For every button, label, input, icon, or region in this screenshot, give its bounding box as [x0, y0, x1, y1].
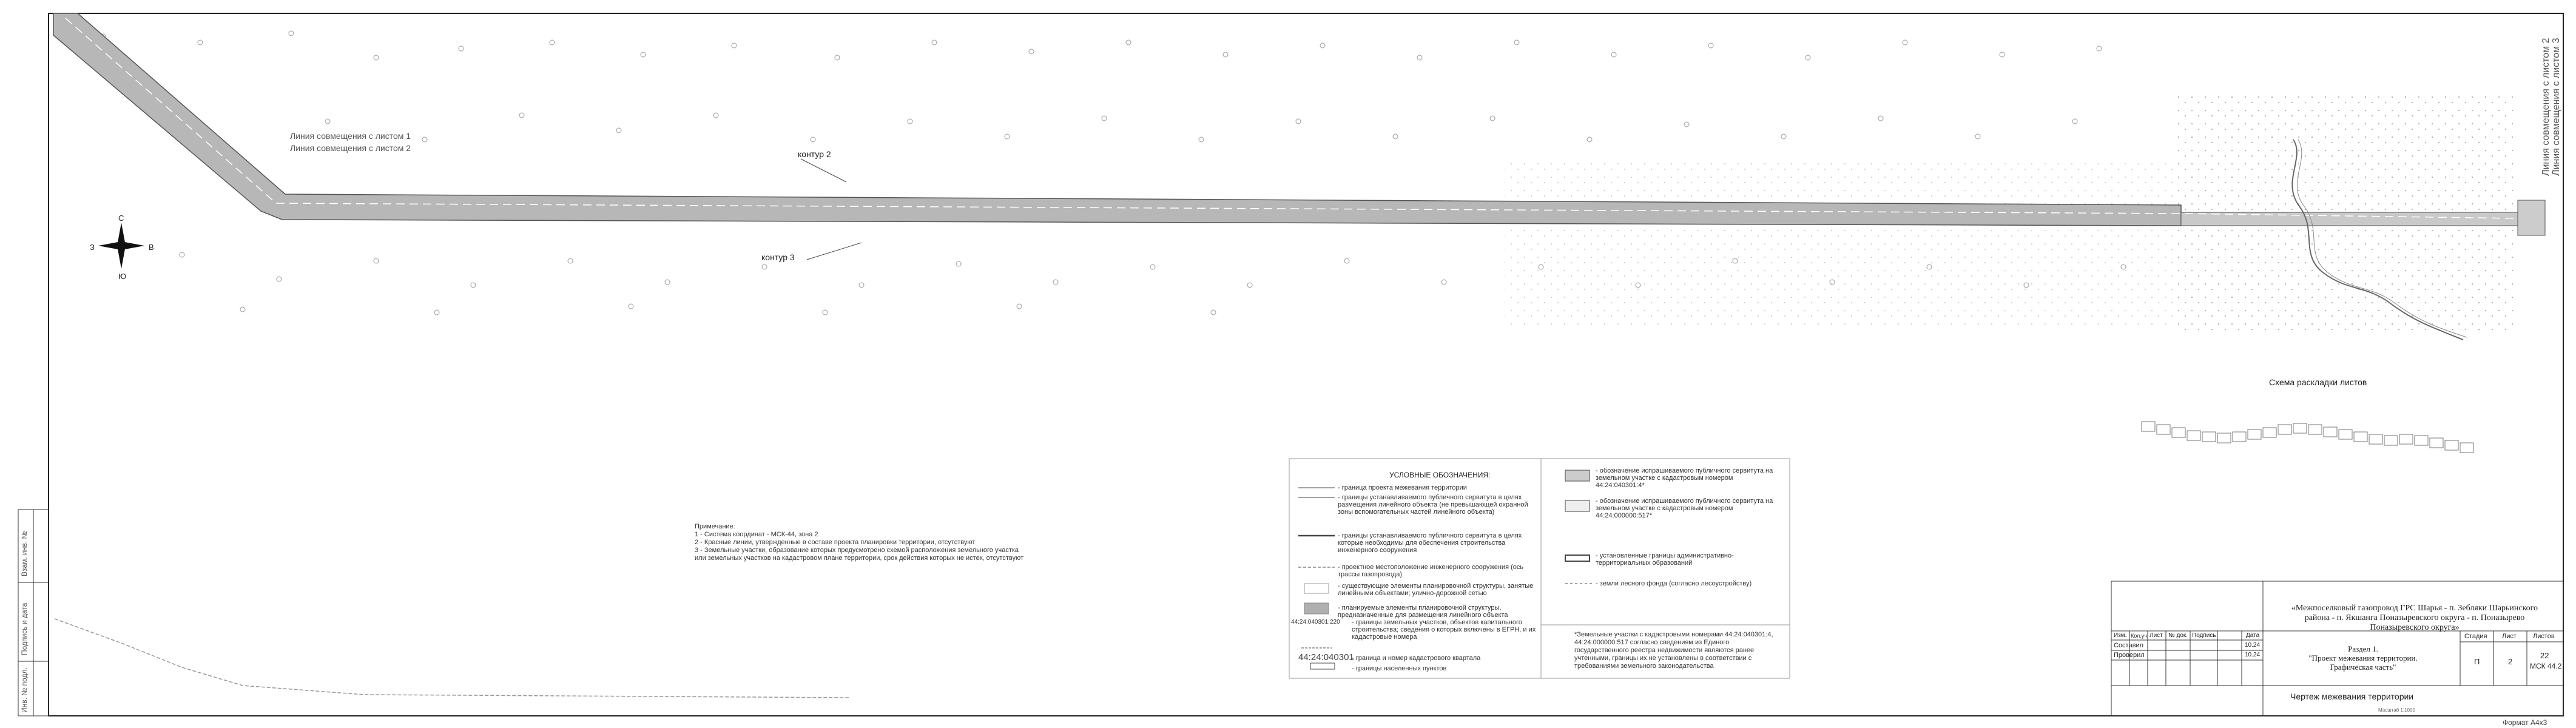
- legend-item-5: - существующие элементы планировочной структуры, занятые линейными объектами; улично-дорожной сетью: [1338, 582, 1534, 597]
- msk-val: МСК 44.2: [2530, 662, 2562, 670]
- legend-item-7: - границы земельных участков, объектов капитального строительства; сведения о которых включены в ЕГРН, и их кадастровые номера: [1352, 619, 1536, 641]
- legend-item-3: - границы устанавливаемого публичного сервитута в целях которые необходимы для обеспечения строительства инженерного сооружения: [1338, 532, 1522, 554]
- sheets-val: 22: [2540, 651, 2549, 660]
- stamp-vzam: Взам. инв. №: [20, 531, 29, 576]
- stamp-podpis: Подпись и дата: [20, 602, 29, 655]
- scale-text: Масштаб 1:1000: [2378, 707, 2415, 713]
- sheet-hdr: Лист: [2502, 633, 2517, 640]
- legend-item-6: - планируемые элементы планировочной структуры, предназначенные для размещения линейного объекта: [1338, 604, 1508, 619]
- compass-w: З: [90, 243, 95, 252]
- north-arrow-icon: [98, 223, 144, 269]
- legend-title: УСЛОВНЫЕ ОБОЗНАЧЕНИЯ:: [1389, 471, 1491, 479]
- section-3: Графическая часть": [2330, 662, 2396, 672]
- legend-cad-quarter: 44:24:040301: [1298, 652, 1354, 662]
- sheet-val: 2: [2508, 657, 2513, 666]
- combine-line-2: Линия совмещения с листом 2: [290, 143, 411, 153]
- section-text: [2266, 644, 2460, 672]
- footnote-line-5: требованиями земельного законодательства: [1574, 662, 1714, 670]
- project-title: [2272, 604, 2557, 633]
- legend-cad-number: 44:24:040301:220: [1291, 619, 1340, 625]
- project-title-2: района - п. Якшанга Поназыревского округа - п. Поназырево: [2304, 613, 2525, 622]
- contour-3-label: контур 3: [761, 252, 795, 262]
- project-title-1: «Межпоселковый газопровод ГРС Шарья - п. Зебляки Шарьинского: [2291, 604, 2538, 613]
- preview-pipeline: [55, 619, 849, 698]
- hdr-list: Лист: [2149, 632, 2163, 639]
- section-2: "Проект межевания территории.: [2308, 653, 2418, 662]
- hdr-data: Дата: [2246, 632, 2260, 639]
- sheet-scheme: [2142, 422, 2473, 453]
- notes-line-1: 1 - Система координат - МСК-44, зона 2: [695, 531, 818, 538]
- notes-line-4: или земельных участков на кадастровом плане территории, срок действия которых не истек, отсутствуют: [695, 554, 1024, 562]
- stage-val: П: [2474, 657, 2480, 666]
- footnote-line-1: *Земельные участки с кадастровыми номерами 44:24:040301:4,: [1574, 631, 1773, 638]
- legend-item-8: - граница и номер кадастрового квартала: [1352, 655, 1481, 662]
- contour-3-leader: [807, 243, 861, 260]
- legend-item-2: - границы устанавливаемого публичного сервитута в целях размещения линейного объекта (не превышающей охранной зоны вспомогательных частей линейного объекта): [1338, 494, 1528, 516]
- notes-line-2: 2 - Красные линии, утвержденные в составе проекта планировки территории, отсутствуют: [695, 539, 976, 546]
- combine-line-right-1: Линия совмещения с листом 2: [2541, 38, 2551, 176]
- date-2: 10.24: [2245, 652, 2261, 658]
- format-label: Формат А4х3: [2503, 718, 2547, 727]
- notes: [695, 523, 1023, 562]
- combine-line-right-2: Линия совмещения с листом 3: [2551, 38, 2561, 176]
- section-1: Раздел 1.: [2348, 644, 2378, 653]
- legend-item-9: - границы населенных пунктов: [1352, 665, 1447, 672]
- legend-footnote: [1574, 631, 1773, 670]
- hdr-kol: Кол.уч.: [2131, 633, 2149, 639]
- combine-line-1: Линия совмещения с листом 1: [290, 131, 411, 141]
- scheme-title: Схема раскладки листов: [2269, 377, 2367, 387]
- compass-e: В: [149, 243, 154, 252]
- right-end-block: [2518, 200, 2545, 235]
- notes-line-3: 3 - Земельные участки, образование которых предусмотрено схемой расположения земельного участка: [695, 547, 1019, 554]
- project-title-3: Поназыревского округа»: [2370, 623, 2460, 632]
- legend-right-3: - установленные границы административно-территориальных образований: [1596, 552, 1734, 567]
- forest-area-2: [1505, 158, 2178, 328]
- legend-right-2: - обозначение испрашиваемого публичного сервитута на земельном участке с кадастровым номером 44:24:000000:517*: [1596, 497, 1773, 519]
- role-proveril: Проверил: [2114, 652, 2145, 659]
- contour-2-label: контур 2: [798, 149, 831, 159]
- hdr-izm: Изм.: [2114, 632, 2127, 639]
- drawing-name: Чертеж межевания территории: [2290, 692, 2414, 701]
- footnote-line-2: 44:24:000000:517 согласно сведениям из Единого: [1574, 639, 1730, 646]
- legend-item-1: - граница проекта межевания территории: [1338, 484, 1467, 491]
- legend-item-4: - проектное местоположение инженерного сооружения (ось трассы газопровода): [1338, 564, 1524, 578]
- sheets-hdr: Листов: [2533, 633, 2555, 640]
- legend-right-4: - земли лесного фонда (согласно лесоустройству): [1596, 580, 1752, 587]
- date-1: 10.24: [2245, 642, 2261, 649]
- stamp-inv: Инв. № подл.: [20, 667, 29, 713]
- notes-title: Примечание:: [695, 523, 735, 530]
- stage-hdr: Стадия: [2464, 633, 2487, 640]
- role-sostavil: Составил: [2114, 642, 2144, 649]
- compass-s: Ю: [118, 272, 127, 281]
- contour-2-leader: [801, 159, 846, 182]
- legend-right-1: - обозначение испрашиваемого публичного сервитута на земельном участке с кадастровым номером 44:24:040301:4*: [1596, 467, 1773, 489]
- compass-n: С: [118, 214, 124, 223]
- hdr-podpis: Подпись: [2192, 632, 2216, 639]
- footnote-line-3: государственного реестра недвижимости являются ранее: [1574, 647, 1755, 654]
- footnote-line-4: учтенными, границы их не установлены в соответствии с: [1574, 655, 1752, 662]
- hdr-ndoc: № док.: [2168, 632, 2188, 639]
